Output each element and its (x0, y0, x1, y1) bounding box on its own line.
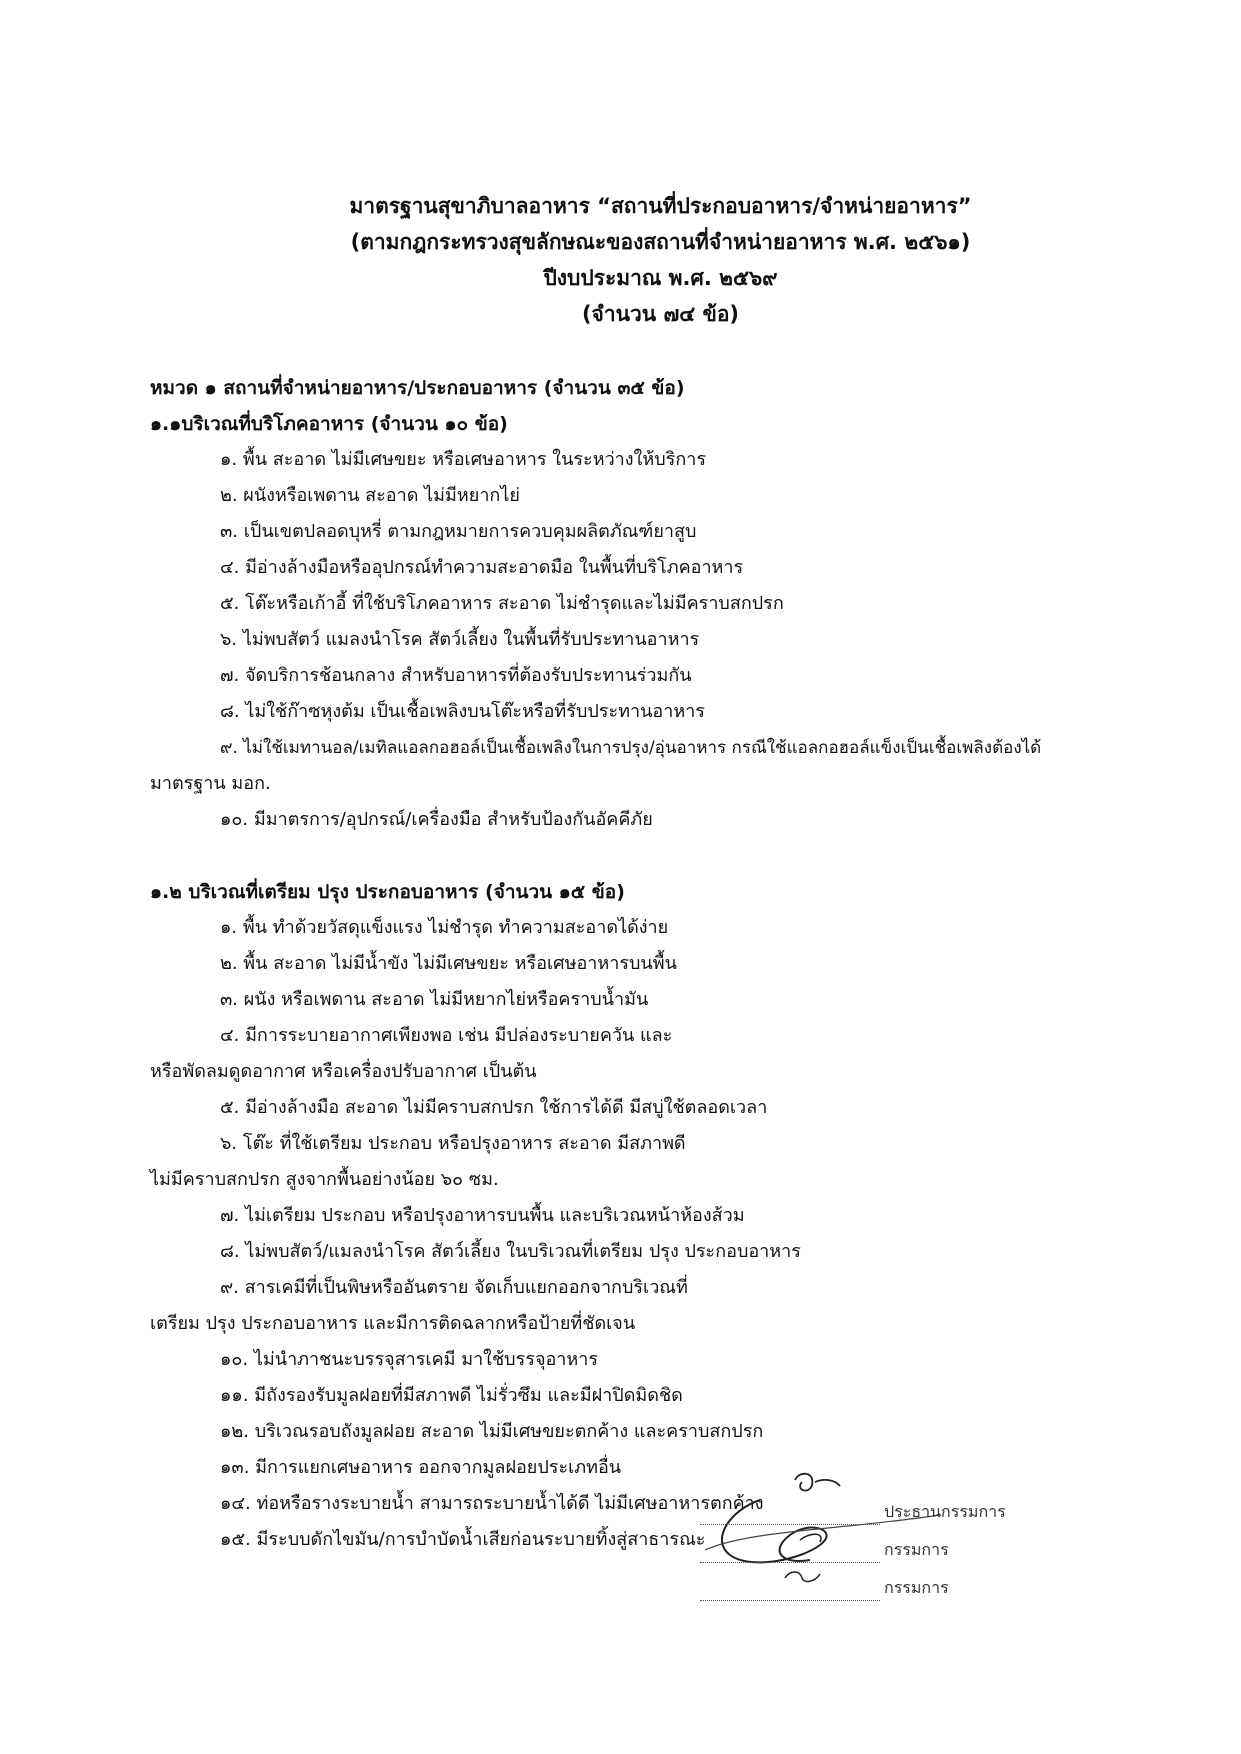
list-item: ๑๐. มีมาตรการ/อุปกรณ์/เครื่องมือ สำหรับป้องกันอัคคีภัย (220, 809, 653, 830)
list-item: ๓. ผนัง หรือเพดาน สะอาด ไม่มีหยากไย่หรือคราบน้ำมัน (220, 989, 649, 1010)
list-item-continuation: เตรียม ปรุง ประกอบอาหาร และมีการติดฉลากหรือป้ายที่ชัดเจน (150, 1313, 636, 1334)
section-1-heading: ๑.๑บริเวณที่บริโภคอาหาร (จำนวน ๑๐ ข้อ) (150, 413, 508, 435)
category-heading: หมวด ๑ สถานที่จำหน่ายอาหาร/ประกอบอาหาร (จำนวน ๓๕ ข้อ) (150, 377, 685, 399)
list-item: ๙. ไม่ใช้เมทานอล/เมทิลแอลกอฮอล์เป็นเชื้อเพลิงในการปรุง/อุ่นอาหาร กรณีใช้แอลกอฮอล์แข็งเป็นเชื้อเพลิงต้องได้ (220, 738, 1042, 758)
list-item: ๔. มีการระบายอากาศเพียงพอ เช่น มีปล่องระบายควัน และ (220, 1025, 673, 1046)
list-item: ๑๓. มีการแยกเศษอาหาร ออกจากมูลฝอยประเภทอื่น (220, 1457, 622, 1478)
list-item: ๗. จัดบริการช้อนกลาง สำหรับอาหารที่ต้องรับประทานร่วมกัน (220, 665, 692, 686)
list-item: ๕. โต๊ะหรือเก้าอี้ ที่ใช้บริโภคอาหาร สะอาด ไม่ชำรุดและไม่มีคราบสกปรก (220, 593, 784, 614)
title-line-2: (ตามกฎกระทรวงสุขลักษณะของสถานที่จำหน่ายอาหาร พ.ศ. ๒๕๖๑) (350, 230, 971, 254)
signature-label: กรรมการ (884, 1540, 949, 1559)
list-item: ๑๑. มีถังรองรับมูลฝอยที่มีสภาพดี ไม่รั่วซึม และมีฝาปิดมิดชิด (220, 1385, 683, 1406)
list-item: ๑๒. บริเวณรอบถังมูลฝอย สะอาด ไม่มีเศษขยะตกค้าง และคราบสกปรก (220, 1421, 764, 1442)
title-line-3: ปีงบประมาณ พ.ศ. ๒๕๖๙ (543, 266, 778, 290)
signature-block (700, 1500, 1100, 1614)
signature-line (700, 1504, 880, 1525)
section-2-heading: ๑.๒ บริเวณที่เตรียม ปรุง ประกอบอาหาร (จำนวน ๑๕ ข้อ) (150, 881, 625, 903)
list-item: ๘. ไม่พบสัตว์/แมลงนำโรค สัตว์เลี้ยง ในบริเวณที่เตรียม ปรุง ประกอบอาหาร (220, 1241, 801, 1262)
signature-row-member-2 (700, 1576, 1100, 1614)
list-item: ๒. ผนังหรือเพดาน สะอาด ไม่มีหยากไย่ (220, 485, 520, 506)
title-line-1: มาตรฐานสุขาภิบาลอาหาร “สถานที่ประกอบอาหาร/จำหน่ายอาหาร” (349, 194, 972, 218)
list-item-continuation: ไม่มีคราบสกปรก สูงจากพื้นอย่างน้อย ๖๐ ซม. (150, 1169, 499, 1190)
list-item: ๖. โต๊ะ ที่ใช้เตรียม ประกอบ หรือปรุงอาหาร สะอาด มีสภาพดี (220, 1133, 686, 1154)
list-item: ๖. ไม่พบสัตว์ แมลงนำโรค สัตว์เลี้ยง ในพื้นที่รับประทานอาหาร (220, 629, 700, 650)
list-item: ๑๐. ไม่นำภาชนะบรรจุสารเคมี มาใช้บรรจุอาหาร (220, 1349, 599, 1370)
signature-line (700, 1580, 880, 1601)
spacer (150, 838, 1160, 874)
signature-line (700, 1542, 880, 1563)
list-item-continuation: มาตรฐาน มอก. (150, 773, 271, 794)
list-item: ๘. ไม่ใช้ก๊าซหุงต้ม เป็นเชื้อเพลิงบนโต๊ะหรือที่รับประทานอาหาร (220, 701, 705, 722)
list-item: ๑๔. ท่อหรือรางระบายน้ำ สามารถระบายน้ำได้ดี ไม่มีเศษอาหารตกค้าง (220, 1493, 764, 1514)
list-item: ๑๕. มีระบบดักไขมัน/การบำบัดน้ำเสียก่อนระบายทิ้งสู่สาธารณะ (220, 1529, 706, 1550)
list-item: ๑. พื้น ทำด้วยวัสดุแข็งแรง ไม่ชำรุด ทำความสะอาดได้ง่าย (220, 917, 669, 938)
list-item: ๓. เป็นเขตปลอดบุหรี่ ตามกฎหมายการควบคุมผลิตภัณฑ์ยาสูบ (220, 521, 697, 542)
list-item: ๗. ไม่เตรียม ประกอบ หรือปรุงอาหารบนพื้น และบริเวณหน้าห้องส้วม (220, 1205, 745, 1226)
list-item: ๕. มีอ่างล้างมือ สะอาด ไม่มีคราบสกปรก ใช้การได้ดี มีสบู่ใช้ตลอดเวลา (220, 1097, 768, 1118)
list-item: ๙. สารเคมีที่เป็นพิษหรืออันตราย จัดเก็บแยกออกจากบริเวณที่ (220, 1277, 688, 1298)
document-body (150, 370, 1160, 1558)
signature-label: กรรมการ (884, 1578, 949, 1597)
list-item: ๒. พื้น สะอาด ไม่มีน้ำขัง ไม่มีเศษขยะ หรือเศษอาหารบนพื้น (220, 953, 677, 974)
document-title (0, 188, 1241, 332)
signature-label: ประธานกรรมการ (884, 1502, 1006, 1521)
list-item: ๔. มีอ่างล้างมือหรืออุปกรณ์ทำความสะอาดมือ ในพื้นที่บริโภคอาหาร (220, 557, 744, 578)
signature-row-member-1 (700, 1538, 1100, 1576)
title-line-4: (จำนวน ๗๔ ข้อ) (581, 302, 740, 326)
signature-row-chair (700, 1500, 1100, 1538)
list-item-continuation: หรือพัดลมดูดอากาศ หรือเครื่องปรับอากาศ เป็นต้น (150, 1061, 537, 1082)
list-item: ๑. พื้น สะอาด ไม่มีเศษขยะ หรือเศษอาหาร ในระหว่างให้บริการ (220, 449, 706, 470)
